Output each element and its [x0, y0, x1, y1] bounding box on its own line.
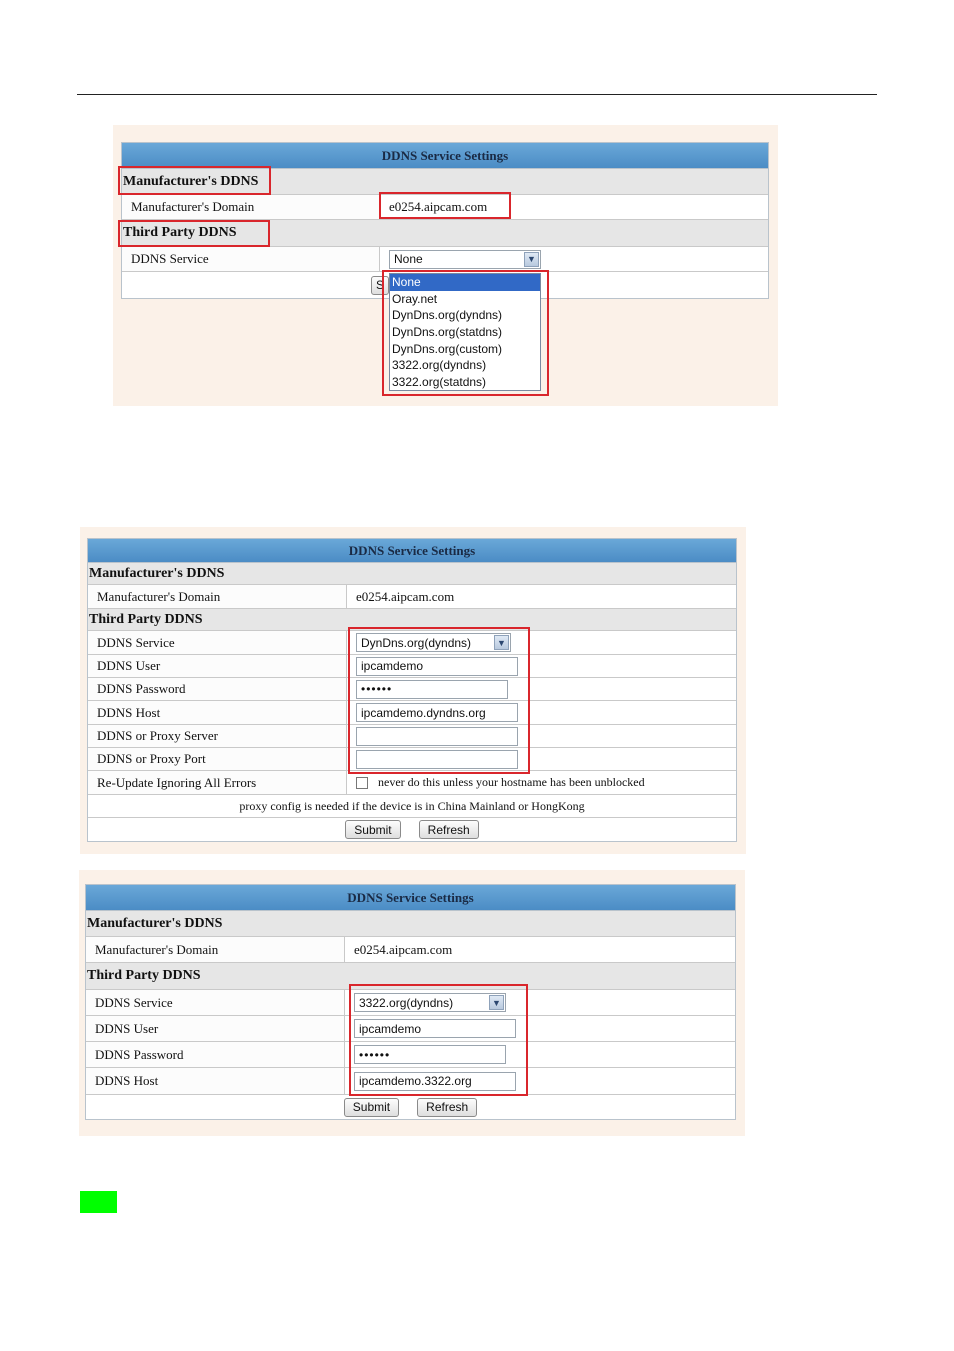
label-service: DDNS Service [88, 631, 347, 654]
ddns-settings-table-3 [85, 884, 736, 1120]
section-manufacturers-ddns: Manufacturer's DDNS [122, 169, 768, 195]
dropdown-option[interactable]: 3322.org(dyndns) [392, 358, 487, 373]
page-header-rule [77, 94, 877, 95]
label-service: DDNS Service [122, 247, 380, 271]
ddns-host-input[interactable]: ipcamdemo.3322.org [354, 1072, 516, 1091]
submit-button[interactable]: Submit [345, 820, 400, 839]
dropdown-option[interactable]: None [390, 274, 540, 291]
value-domain: e0254.aipcam.com [354, 941, 453, 957]
ddns-settings-table-2 [87, 538, 737, 842]
row-password [86, 1042, 735, 1068]
table-title: DDNS Service Settings [122, 143, 768, 169]
row-password [88, 678, 736, 701]
row-buttons [86, 1095, 735, 1119]
screenshot-panel-2 [80, 527, 746, 854]
value-domain: e0254.aipcam.com [389, 199, 488, 214]
row-domain [122, 195, 768, 220]
section-third-party-ddns: Third Party DDNS [86, 963, 735, 990]
proxy-server-input[interactable] [356, 727, 518, 746]
dropdown-option[interactable]: DynDns.org(statdns) [392, 325, 503, 340]
ddns-host-input[interactable]: ipcamdemo.dyndns.org [356, 703, 518, 722]
row-service [122, 247, 768, 272]
row-proxy-server [88, 725, 736, 748]
ddns-user-input[interactable]: ipcamdemo [356, 657, 518, 676]
row-reupdate [88, 771, 736, 795]
ddns-service-select[interactable] [389, 250, 541, 269]
label-domain: Manufacturer's Domain [122, 195, 380, 219]
row-domain [88, 585, 736, 609]
proxy-port-input[interactable] [356, 750, 518, 769]
chevron-down-icon[interactable]: ▼ [489, 995, 504, 1010]
select-value: None [394, 252, 423, 266]
table-title: DDNS Service Settings [86, 885, 735, 911]
reupdate-note: never do this unless your hostname has been unblocked [378, 775, 645, 789]
dropdown-option[interactable]: 3322.org(statdns) [392, 375, 487, 390]
ddns-service-dropdown-list[interactable] [389, 273, 541, 391]
select-value: DynDns.org(dyndns) [361, 635, 472, 650]
row-host [86, 1068, 735, 1095]
label-host: DDNS Host [88, 701, 347, 724]
refresh-button[interactable]: Refresh [417, 1098, 477, 1117]
ddns-password-input[interactable]: •••••• [356, 680, 508, 699]
dropdown-option[interactable]: Oray.net [392, 291, 438, 306]
label-password: DDNS Password [88, 678, 347, 700]
ddns-user-input[interactable]: ipcamdemo [354, 1019, 516, 1038]
reupdate-checkbox[interactable] [356, 777, 368, 789]
dropdown-option[interactable]: DynDns.org(dyndns) [392, 308, 503, 323]
screenshot-panel-3 [79, 870, 745, 1136]
row-buttons [88, 818, 736, 841]
ddns-service-select[interactable] [356, 633, 511, 652]
label-service: DDNS Service [86, 990, 345, 1015]
section-third-party-ddns: Third Party DDNS [122, 220, 768, 247]
select-value: 3322.org(dyndns) [359, 995, 454, 1010]
row-service [86, 990, 735, 1016]
label-domain: Manufacturer's Domain [88, 585, 347, 608]
chevron-down-icon[interactable]: ▼ [524, 252, 539, 267]
dropdown-option[interactable]: DynDns.org(custom) [392, 341, 503, 356]
row-proxy-port [88, 748, 736, 771]
label-domain: Manufacturer's Domain [86, 937, 345, 962]
label-proxy-server: DDNS or Proxy Server [88, 725, 347, 747]
submit-button-partial[interactable]: S [371, 276, 389, 295]
row-proxy-note [88, 795, 736, 818]
row-user [86, 1016, 735, 1042]
label-reupdate: Re-Update Ignoring All Errors [88, 771, 347, 794]
chevron-down-icon[interactable]: ▼ [494, 635, 509, 650]
green-highlight-marker [80, 1191, 117, 1213]
ddns-password-input[interactable]: •••••• [354, 1045, 506, 1064]
row-domain [86, 937, 735, 963]
section-manufacturers-ddns: Manufacturer's DDNS [88, 563, 736, 585]
row-service [88, 631, 736, 655]
label-proxy-port: DDNS or Proxy Port [88, 748, 347, 770]
submit-button[interactable]: Submit [344, 1098, 399, 1117]
screenshot-panel-1 [113, 125, 778, 406]
table-title: DDNS Service Settings [88, 539, 736, 563]
label-user: DDNS User [86, 1016, 345, 1041]
value-domain: e0254.aipcam.com [356, 588, 455, 604]
row-user [88, 655, 736, 678]
row-host [88, 701, 736, 725]
section-manufacturers-ddns: Manufacturer's DDNS [86, 911, 735, 937]
label-host: DDNS Host [86, 1068, 345, 1094]
proxy-note: proxy config is needed if the device is in China Mainland or HongKong [239, 798, 585, 813]
label-password: DDNS Password [86, 1042, 345, 1067]
label-user: DDNS User [88, 655, 347, 677]
refresh-button[interactable]: Refresh [419, 820, 479, 839]
section-third-party-ddns: Third Party DDNS [88, 609, 736, 631]
ddns-service-select[interactable] [354, 993, 506, 1012]
